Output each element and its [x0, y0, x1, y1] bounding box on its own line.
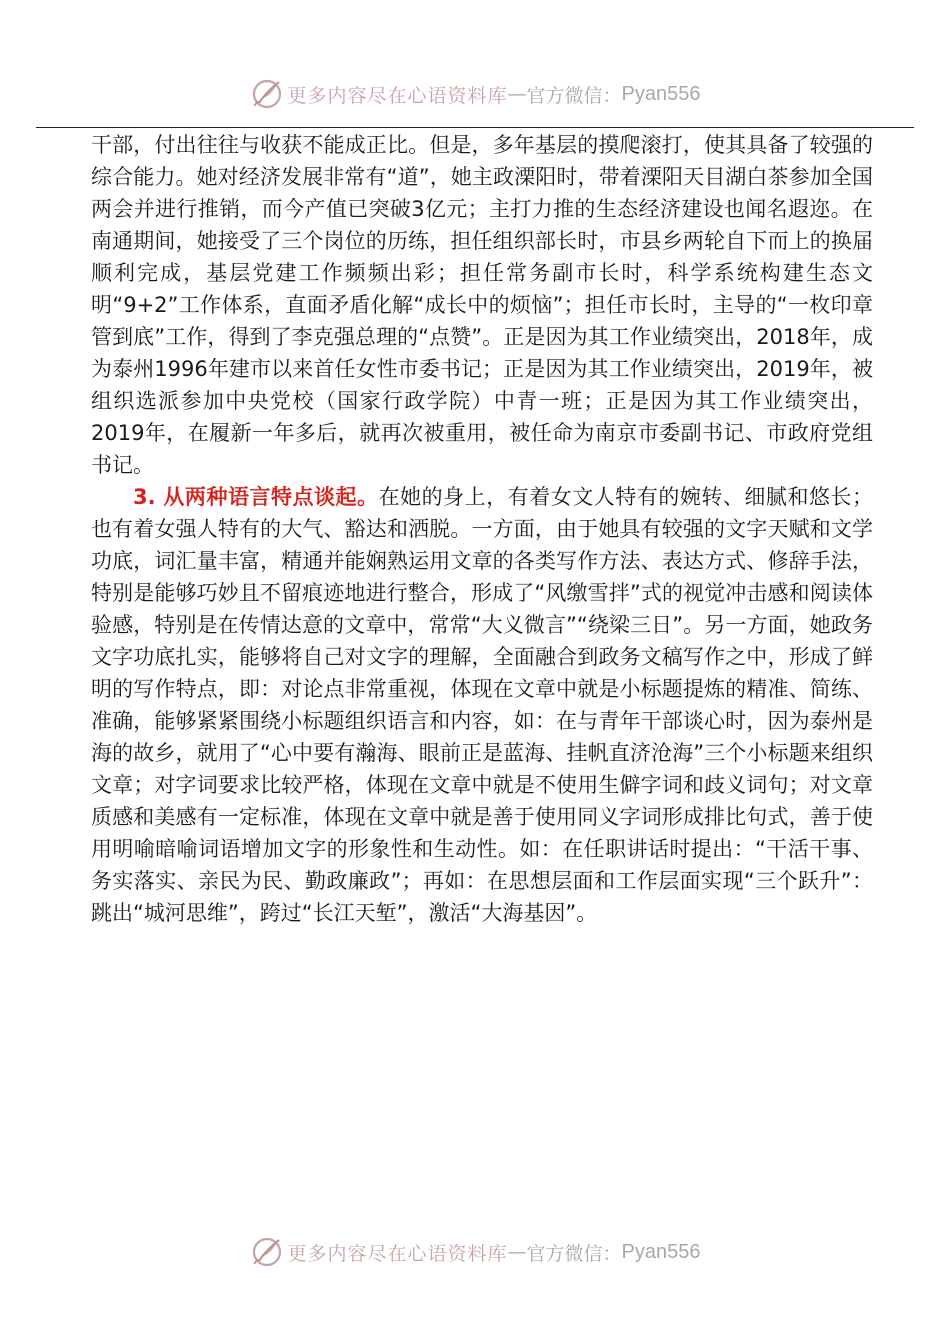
feather-circle-logo-icon [250, 1235, 284, 1269]
document-body [91, 129, 873, 929]
body-paragraph-1: 干部，付出往往与收获不能成正比。但是，多年基层的摸爬滚打，使其具备了较强的综合能力。她对经济发展非常有“道”，她主政溧阳时，带着溧阳天目湖白茶参加全国两会并进行推销，而今产值已突破3亿元；主打力推的生态经济建设也闻名遐迩。在南通期间，她接受了三个岗位的历练，担任组织部长时，市县乡两轮自下而上的换届顺利完成，基层党建工作频频出彩；担任常务副市长时，科学系统构建生态文明“9+2”工作体系，直面矛盾化解“成长中的烦恼”；担任市长时，主导的“一枚印章管到底”工作，得到了李克强总理的“点赞”。正是因为其工作业绩突出，2018年，成为泰州1996年建市以来首任女性市委书记；正是因为其工作业绩突出，2019年，被组织选派参加中央党校（国家行政学院）中青一班；正是因为其工作业绩突出，2019年，在履新一年多后，就再次被重用，被任命为南京市委副书记、市政府党组书记。 [91, 133, 873, 477]
body-paragraph-2 [91, 481, 873, 929]
watermark-account: Pyan556 [621, 82, 701, 105]
page-footer-watermark [0, 1232, 950, 1272]
body-paragraph-2-text: 在她的身上，有着女文人特有的婉转、细腻和悠长；也有着女强人特有的大气、豁达和洒脱。一方面，由于她具有较强的文字天赋和文学功底，词汇量丰富，精通并能娴熟运用文章的各类写作方法、表达方式、修辞手法，特别是能够巧妙且不留痕迹地进行整合，形成了“风缴雪拌”式的视觉冲击感和阅读体验感，特别是在传情达意的文章中，常常“大义微言”“绕梁三日”。另一方面，她政务文字功底扎实，能够将自己对文字的理解，全面融合到政务文稿写作之中，形成了鲜明的写作特点，即：对论点非常重视，体现在文章中就是小标题提炼的精准、简练、准确，能够紧紧围绕小标题组织语言和内容，如：在与青年干部谈心时，因为泰州是海的故乡，就用了“心中要有瀚海、眼前正是蓝海、挂帆直济沧海”三个小标题来组织文章；对字词要求比较严格，体现在文章中就是不使用生僻字词和歧义词句；对文章质感和美感有一定标准，体现在文章中就是善于使用同义字词形成排比句式，善于使用明喻暗喻词语增加文字的形象性和生动性。如：在任职讲话时提出：“干活干事、务实落实、亲民为民、勤政廉政”；再如：在思想层面和工作层面实现“三个跃升”：跳出“城河思维”，跨过“长江天堑”，激活“大海基因”。 [91, 485, 874, 925]
header-divider [36, 127, 914, 128]
watermark-separator: — [507, 83, 527, 105]
watermark-account: Pyan556 [621, 1240, 701, 1263]
watermark-label: 官方微信： [526, 1242, 622, 1265]
watermark-brand-text: 更多内容尽在心语资料库 [287, 84, 508, 107]
watermark-label: 官方微信： [526, 84, 622, 107]
watermark-separator: — [507, 1241, 527, 1263]
page-header-watermark [0, 74, 950, 114]
watermark-brand-text: 更多内容尽在心语资料库 [287, 1242, 508, 1265]
section-heading-3: 3. 从两种语言特点谈起。 [133, 485, 379, 509]
feather-circle-logo-icon [250, 77, 284, 111]
